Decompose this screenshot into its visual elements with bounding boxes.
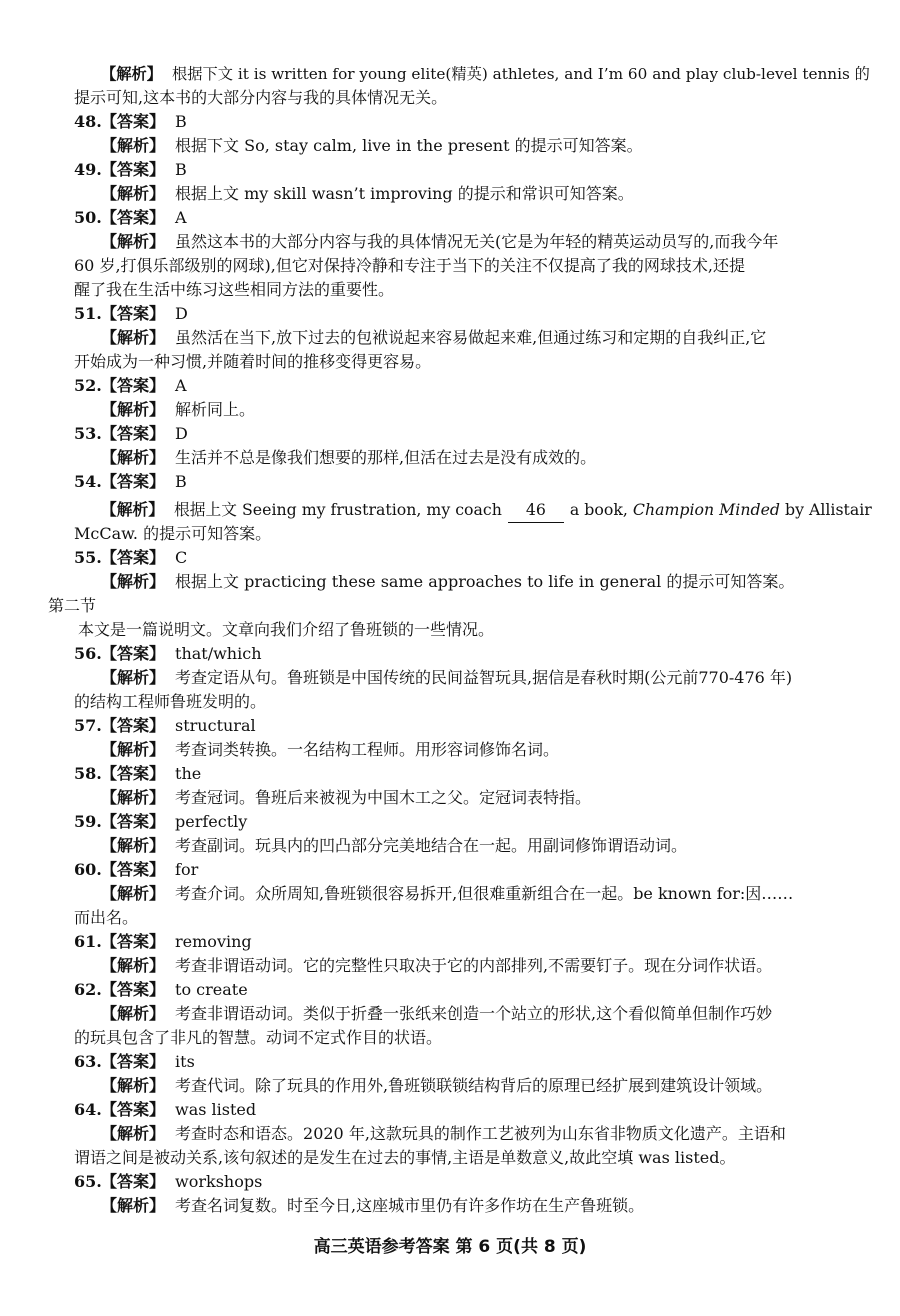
- q58-answer: 58.【答案】 the: [74, 764, 202, 783]
- q64-analysis-line1: 【解析】 考查时态和语态。2020 年,这款玩具的制作工艺被列为山东省非物质文化遗产。主语和: [101, 1124, 786, 1143]
- q59-answer: 59.【答案】 perfectly: [74, 812, 248, 831]
- q47-analysis-line2: 提示可知,这本书的大部分内容与我的具体情况无关。: [74, 88, 448, 107]
- q58-analysis: 【解析】 考查冠词。鲁班后来被视为中国木工之父。定冠词表特指。: [101, 788, 592, 807]
- q62-analysis-line2: 的玩具包含了非凡的智慧。动词不定式作目的状语。: [74, 1028, 443, 1047]
- q55-answer: 55.【答案】 C: [74, 548, 188, 567]
- q47-analysis-line1: 【解析】 根据下文 it is written for young elite(精英) athletes, and I’m 60 and play club-level tennis 的: [101, 65, 870, 83]
- q54-answer: 54.【答案】 B: [74, 472, 187, 491]
- q63-answer: 63.【答案】 its: [74, 1052, 195, 1071]
- q49-answer: 49.【答案】 B: [74, 160, 187, 179]
- q52-analysis: 【解析】 解析同上。: [101, 400, 256, 419]
- q64-answer: 64.【答案】 was listed: [74, 1100, 257, 1119]
- q57-analysis: 【解析】 考查词类转换。一名结构工程师。用形容词修饰名词。: [101, 740, 560, 759]
- q62-analysis-line1: 【解析】 考查非谓语动词。类似于折叠一张纸来创造一个站立的形状,这个看似简单但制作巧妙: [101, 1004, 773, 1023]
- q48-analysis: 【解析】 根据下文 So, stay calm, live in the present 的提示可知答案。: [101, 136, 643, 155]
- q57-answer: 57.【答案】 structural: [74, 716, 256, 735]
- blank-46: 46: [508, 498, 564, 523]
- q60-analysis-line2: 而出名。: [74, 908, 139, 927]
- q60-answer: 60.【答案】 for: [74, 860, 199, 879]
- q54-analysis-line2: McCaw. 的提示可知答案。: [74, 524, 272, 543]
- q62-answer: 62.【答案】 to create: [74, 980, 248, 999]
- q65-answer: 65.【答案】 workshops: [74, 1172, 263, 1191]
- book-title: Champion Minded: [632, 500, 780, 519]
- q52-answer: 52.【答案】 A: [74, 376, 187, 395]
- q50-analysis-line3: 醒了我在生活中练习这些相同方法的重要性。: [74, 280, 395, 299]
- q50-analysis-line1: 【解析】 虽然这本书的大部分内容与我的具体情况无关(它是为年轻的精英运动员写的,而我今年: [101, 232, 779, 251]
- q59-analysis: 【解析】 考查副词。玩具内的凹凸部分完美地结合在一起。用副词修饰谓语动词。: [101, 836, 688, 855]
- q56-analysis-line2: 的结构工程师鲁班发明的。: [74, 692, 267, 711]
- q54-analysis-line1: 【解析】 根据上文 Seeing my frustration, my coach 46 a book, Champion Minded by Allistair: [74, 498, 880, 523]
- section-title: 第二节: [48, 596, 97, 615]
- q63-analysis: 【解析】 考查代词。除了玩具的作用外,鲁班锁联锁结构背后的原理已经扩展到建筑设计领域。: [101, 1076, 773, 1095]
- page-footer: 高三英语参考答案 第 6 页(共 8 页): [313, 1237, 587, 1257]
- q51-analysis-line1: 【解析】 虽然活在当下,放下过去的包袱说起来容易做起来难,但通过练习和定期的自我纠正,它: [101, 328, 767, 347]
- q49-analysis: 【解析】 根据上文 my skill wasn’t improving 的提示和常识可知答案。: [101, 184, 634, 203]
- q60-analysis-line1: 【解析】 考查介词。众所周知,鲁班锁很容易拆开,但很难重新组合在一起。be known for:因……: [101, 884, 794, 903]
- q55-analysis: 【解析】 根据上文 practicing these same approaches to life in general 的提示可知答案。: [101, 572, 795, 591]
- q50-analysis-line2: 60 岁,打俱乐部级别的网球),但它对保持冷静和专注于当下的关注不仅提高了我的网球技术,还提: [74, 256, 745, 275]
- q64-analysis-line2: 谓语之间是被动关系,该句叙述的是发生在过去的事情,主语是单数意义,故此空填 was listed。: [74, 1148, 736, 1167]
- q48-answer: 48.【答案】 B: [74, 112, 187, 131]
- q61-analysis: 【解析】 考查非谓语动词。它的完整性只取决于它的内部排列,不需要钉子。现在分词作状语。: [101, 956, 773, 975]
- q53-answer: 53.【答案】 D: [74, 424, 188, 443]
- section-intro: 本文是一篇说明文。文章向我们介绍了鲁班锁的一些情况。: [78, 620, 495, 639]
- q50-answer: 50.【答案】 A: [74, 208, 187, 227]
- q53-analysis: 【解析】 生活并不总是像我们想要的那样,但活在过去是没有成效的。: [101, 448, 597, 467]
- q51-analysis-line2: 开始成为一种习惯,并随着时间的推移变得更容易。: [74, 352, 432, 371]
- q56-answer: 56.【答案】 that/which: [74, 644, 262, 663]
- q51-answer: 51.【答案】 D: [74, 304, 188, 323]
- q61-answer: 61.【答案】 removing: [74, 932, 252, 951]
- q56-analysis-line1: 【解析】 考查定语从句。鲁班锁是中国传统的民间益智玩具,据信是春秋时期(公元前770-476 年): [101, 668, 793, 687]
- q65-analysis: 【解析】 考查名词复数。时至今日,这座城市里仍有许多作坊在生产鲁班锁。: [101, 1196, 645, 1215]
